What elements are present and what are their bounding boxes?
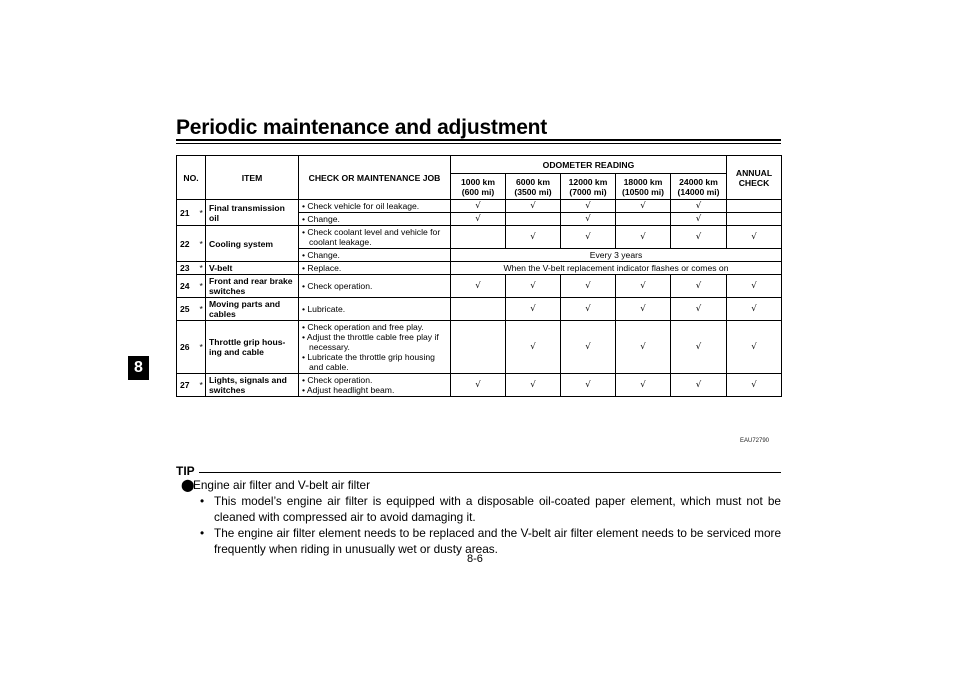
check-mark: √: [671, 226, 727, 249]
job-line: • Check operation.: [302, 281, 373, 291]
header-odometer-interval: 1000 km (600 mi): [451, 174, 506, 200]
check-mark: √: [616, 275, 671, 298]
check-mark: √: [727, 275, 782, 298]
empty-cell: [727, 213, 782, 226]
job-line: • Adjust the throttle cable free play if necessary.: [302, 332, 439, 352]
check-mark: √: [671, 321, 727, 374]
tip-subbullet: [176, 493, 781, 525]
check-mark: √: [671, 275, 727, 298]
page-number: 8-6: [467, 553, 483, 565]
check-mark: √: [671, 374, 727, 397]
table-row: [177, 298, 782, 321]
header-odometer-interval: 24000 km (14000 mi): [671, 174, 727, 200]
interval-note: When the V-belt replacement indicator flashes or comes on: [451, 262, 782, 275]
chapter-tab: 8: [128, 356, 149, 380]
check-mark: √: [561, 374, 616, 397]
maintenance-job: [299, 200, 451, 213]
check-mark: √: [561, 200, 616, 213]
check-mark: √: [561, 213, 616, 226]
table-row: [177, 262, 782, 275]
check-mark: √: [451, 275, 506, 298]
check-mark: √: [616, 200, 671, 213]
check-mark: √: [506, 226, 561, 249]
item-number: 27: [177, 374, 197, 397]
check-mark: √: [671, 298, 727, 321]
maintenance-job: [299, 275, 451, 298]
item-number: 23: [177, 262, 197, 275]
maintenance-job: [299, 374, 451, 397]
tip-subbullet-text: This model’s engine air filter is equipped with a disposable oil-coated paper element, which must not be cleaned with compressed air to avoid damaging it.: [214, 494, 781, 524]
page-title: Periodic maintenance and adjustment: [176, 116, 548, 139]
interval-note: Every 3 years: [451, 249, 782, 262]
asterisk-mark: *: [197, 275, 206, 298]
item-name: Front and rear brake switches: [206, 275, 299, 298]
empty-cell: [451, 298, 506, 321]
table-row: [177, 275, 782, 298]
check-mark: √: [727, 374, 782, 397]
check-mark: √: [506, 374, 561, 397]
job-line: • Check operation.: [302, 375, 373, 385]
empty-cell: [506, 213, 561, 226]
bullet-icon: ⬤: [181, 478, 195, 492]
check-mark: √: [727, 298, 782, 321]
maintenance-table: [176, 155, 782, 397]
maintenance-job: [299, 321, 451, 374]
check-mark: √: [561, 298, 616, 321]
job-line: • Check operation and free play.: [302, 322, 424, 332]
check-mark: √: [561, 321, 616, 374]
item-name: Moving parts and cables: [206, 298, 299, 321]
check-mark: √: [616, 321, 671, 374]
maintenance-job: [299, 226, 451, 249]
check-mark: √: [451, 200, 506, 213]
maintenance-job: [299, 298, 451, 321]
table-row: [177, 200, 782, 213]
tip-bullet-text: Engine air filter and V-belt air filter: [193, 478, 371, 492]
tip-subbullet-text: The engine air filter element needs to be replaced and the V-belt air filter element needs to be serviced more frequently when riding in unusually wet or dusty areas.: [214, 526, 781, 556]
table-row: [177, 321, 782, 374]
tip-body: [176, 477, 781, 557]
empty-cell: [451, 226, 506, 249]
job-line: • Adjust headlight beam.: [302, 385, 395, 395]
check-mark: √: [506, 200, 561, 213]
item-number: 22: [177, 226, 197, 262]
check-mark: √: [561, 226, 616, 249]
tip-label: TIP: [176, 464, 195, 478]
check-mark: √: [616, 298, 671, 321]
header-no: NO.: [177, 156, 206, 200]
check-mark: √: [506, 298, 561, 321]
empty-cell: [616, 213, 671, 226]
item-number: 24: [177, 275, 197, 298]
check-mark: √: [506, 275, 561, 298]
asterisk-mark: *: [197, 374, 206, 397]
job-line: • Lubricate.: [302, 304, 346, 314]
item-number: 26: [177, 321, 197, 374]
maintenance-job: [299, 262, 451, 275]
title-rule: [176, 139, 781, 141]
maintenance-job: [299, 213, 451, 226]
empty-cell: [727, 200, 782, 213]
header-annual: ANNUAL CHECK: [727, 156, 782, 200]
check-mark: √: [727, 226, 782, 249]
tip-rule: [199, 472, 781, 473]
check-mark: √: [451, 374, 506, 397]
asterisk-mark: *: [197, 200, 206, 226]
tip-bullet: [176, 477, 781, 493]
header-job: CHECK OR MAINTENANCE JOB: [299, 156, 451, 200]
header-item: ITEM: [206, 156, 299, 200]
header-odometer-interval: 18000 km (10500 mi): [616, 174, 671, 200]
asterisk-mark: *: [197, 226, 206, 262]
item-name: Throttle grip housing and cable: [206, 321, 299, 374]
job-line: • Change.: [302, 214, 340, 224]
item-name: Cooling system: [206, 226, 299, 262]
job-line: • Change.: [302, 250, 340, 260]
check-mark: √: [671, 200, 727, 213]
check-mark: √: [671, 213, 727, 226]
check-mark: √: [451, 213, 506, 226]
document-code: EAU72790: [740, 438, 770, 444]
item-number: 21: [177, 200, 197, 226]
header-odometer-interval: 6000 km (3500 mi): [506, 174, 561, 200]
item-name: Lights, signals and switches: [206, 374, 299, 397]
maintenance-job: [299, 249, 451, 262]
check-mark: √: [616, 374, 671, 397]
check-mark: √: [506, 321, 561, 374]
asterisk-mark: *: [197, 321, 206, 374]
header-odometer: ODOMETER READING: [451, 156, 727, 174]
job-line: • Replace.: [302, 263, 342, 273]
job-line: • Lubricate the throttle grip housing and cable.: [302, 352, 435, 372]
empty-cell: [451, 321, 506, 374]
table-row: [177, 374, 782, 397]
check-mark: √: [616, 226, 671, 249]
check-mark: √: [727, 321, 782, 374]
table-row: [177, 226, 782, 249]
item-number: 25: [177, 298, 197, 321]
asterisk-mark: *: [197, 298, 206, 321]
asterisk-mark: *: [197, 262, 206, 275]
item-name: V-belt: [206, 262, 299, 275]
job-line: • Check vehicle for oil leakage.: [302, 201, 420, 211]
bullet-icon: •: [200, 494, 205, 508]
title-rule-thin: [176, 143, 781, 144]
item-name: Final transmission oil: [206, 200, 299, 226]
check-mark: √: [561, 275, 616, 298]
bullet-icon: •: [200, 526, 205, 540]
job-line: • Check coolant level and vehicle for coolant leakage.: [302, 227, 441, 247]
header-odometer-interval: 12000 km (7000 mi): [561, 174, 616, 200]
